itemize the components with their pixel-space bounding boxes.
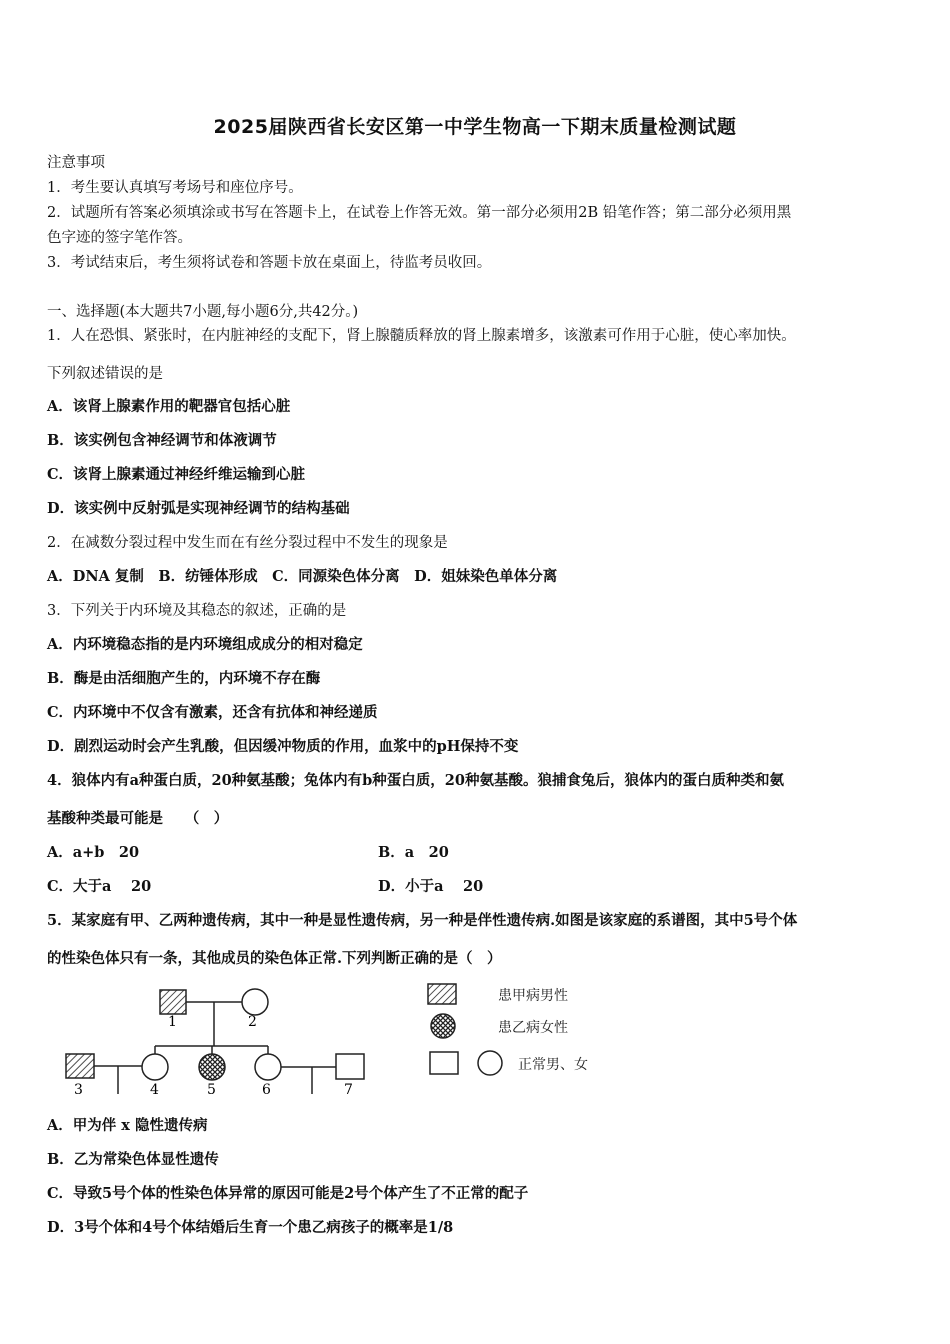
legend-normal-female-symbol [478, 1051, 502, 1075]
question-3-option-a: A．内环境稳态指的是内环境组成成分的相对稳定 [47, 636, 363, 653]
notice-item: 色字迹的签字笔作答。 [47, 230, 192, 246]
pedigree-label: 5 [207, 1082, 216, 1097]
notice-item: 2．试题所有答案必须填涂或书写在答题卡上，在试卷上作答无效。第一部分必须用2B 铅笔作答；第二部分必须用黑 [47, 205, 792, 221]
pedigree-diagram [50, 982, 380, 1097]
legend-affected-female-symbol [431, 1014, 455, 1038]
notice-heading: 注意事项 [47, 155, 105, 171]
question-5-option-a: A．甲为伴 x 隐性遗传病 [47, 1117, 208, 1134]
question-3-option-c: C．内环境中不仅含有激素，还含有抗体和神经递质 [47, 704, 378, 721]
pedigree-individual-5 [199, 1054, 225, 1080]
legend-label: 患乙病女性 [498, 1020, 568, 1036]
question-1-option-b: B．该实例包含神经调节和体液调节 [47, 432, 277, 449]
section-heading: 一、选择题(本大题共7小题,每小题6分,共42分。) [47, 304, 359, 320]
question-2-options: A．DNA 复制 B．纺锤体形成 C．同源染色体分离 D．姐妹染色单体分离 [47, 568, 558, 585]
question-5-option-d: D．3号个体和4号个体结婚后生育一个患乙病孩子的概率是1/8 [47, 1219, 454, 1236]
legend-label: 正常男、女 [518, 1057, 588, 1073]
pedigree-label: 6 [262, 1082, 271, 1097]
pedigree-label: 7 [344, 1082, 353, 1097]
question-4-option-d: D．小于a 20 [378, 878, 484, 895]
pedigree-individual-4 [142, 1054, 168, 1080]
question-3-stem: 3．下列关于内环境及其稳态的叙述，正确的是 [47, 603, 347, 619]
question-4-stem: 4．狼体内有a种蛋白质，20种氨基酸；兔体内有b种蛋白质，20种氨基酸。狼捕食兔后，狼体内的蛋白质种类和氨 [47, 772, 784, 789]
question-5-stem: 的性染色体只有一条，其他成员的染色体正常.下列判断正确的是（ ） [47, 950, 502, 967]
pedigree-individual-6 [255, 1054, 281, 1080]
question-5-option-b: B．乙为常染色体显性遗传 [47, 1151, 219, 1168]
question-3-option-d: D．剧烈运动时会产生乳酸，但因缓冲物质的作用，血浆中的pH保持不变 [47, 738, 519, 755]
question-4-option-b: B．a 20 [378, 844, 449, 861]
pedigree-individual-1 [160, 990, 186, 1014]
pedigree-label: 1 [168, 1014, 177, 1030]
question-5-stem: 5．某家庭有甲、乙两种遗传病，其中一种是显性遗传病，另一种是伴性遗传病.如图是该家庭的系谱图，其中5号个体 [47, 912, 798, 929]
question-2-stem: 2．在减数分裂过程中发生而在有丝分裂过程中不发生的现象是 [47, 535, 448, 551]
question-3-option-b: B．酶是由活细胞产生的，内环境不存在酶 [47, 670, 321, 687]
pedigree-individual-3 [66, 1054, 94, 1078]
page-title: 2025届陕西省长安区第一中学生物高一下期末质量检测试题 [213, 116, 737, 138]
question-5-option-c: C．导致5号个体的性染色体异常的原因可能是2号个体产生了不正常的配子 [47, 1185, 529, 1202]
pedigree-individual-7 [336, 1054, 364, 1079]
legend-label: 患甲病男性 [498, 988, 568, 1004]
question-1-stem: 下列叙述错误的是 [47, 366, 163, 382]
question-1-stem: 1．人在恐惧、紧张时，在内脏神经的支配下，肾上腺髓质释放的肾上腺素增多，该激素可作用于心脏，使心率加快。 [47, 328, 796, 344]
question-4-option-a: A．a+b 20 [47, 844, 140, 861]
question-4-option-c: C．大于a 20 [47, 878, 152, 895]
notice-item: 1．考生要认真填写考场号和座位序号。 [47, 180, 303, 196]
question-1-option-a: A．该肾上腺素作用的靶器官包括心脏 [47, 398, 291, 415]
legend-normal-male-symbol [430, 1052, 458, 1074]
notice-item: 3．考试结束后，考生须将试卷和答题卡放在桌面上，待监考员收回。 [47, 255, 492, 271]
question-4-stem: 基酸种类最可能是 （ ） [47, 810, 229, 827]
pedigree-label: 2 [248, 1014, 257, 1030]
pedigree-label: 3 [74, 1082, 83, 1097]
legend-affected-male-symbol [428, 984, 456, 1004]
question-1-option-c: C．该肾上腺素通过神经纤维运输到心脏 [47, 466, 306, 483]
question-1-option-d: D．该实例中反射弧是实现神经调节的结构基础 [47, 500, 350, 517]
pedigree-individual-2 [242, 989, 268, 1015]
pedigree-label: 4 [150, 1082, 159, 1097]
